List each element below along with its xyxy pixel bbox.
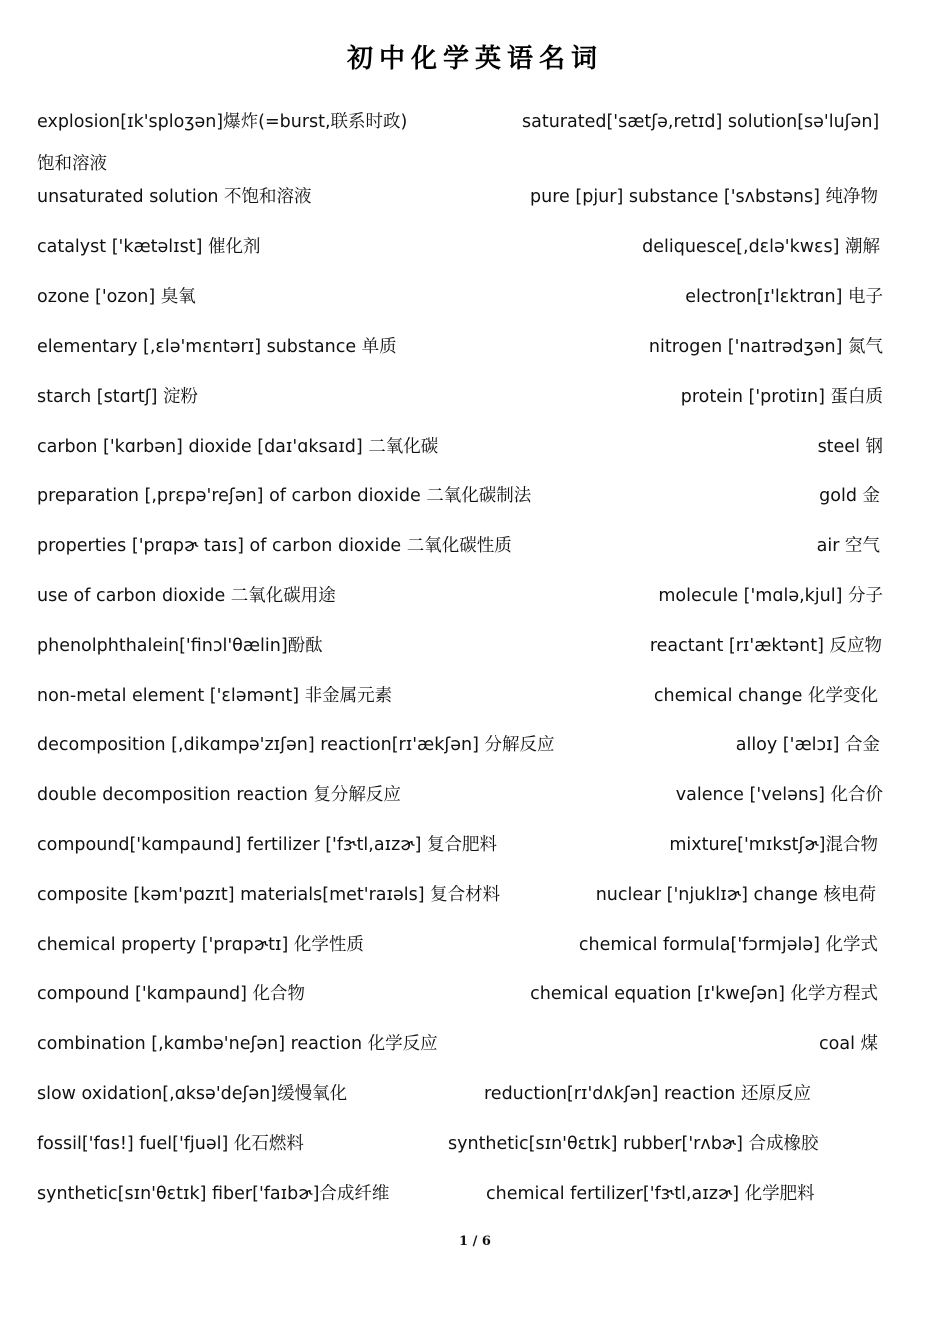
term-left: non-metal element ['ɛləmənt] 非金属元素 <box>37 686 393 706</box>
term-right: chemical equation [ɪ'kweʃən] 化学方程式 <box>530 984 878 1004</box>
term-left: explosion[ɪk'sploʒən]爆炸(=burst,联系时政) <box>37 112 408 132</box>
term-right: reactant [rɪ'æktənt] 反应物 <box>649 636 882 656</box>
term-left: preparation [,prɛpə'reʃən] of carbon dioxide 二氧化碳制法 <box>37 486 532 506</box>
term-right: saturated['sætʃə,retɪd] solution[sə'luʃən] <box>522 112 880 132</box>
term-right: chemical change 化学变化 <box>653 686 878 706</box>
term-left: slow oxidation[,ɑksə'deʃən]缓慢氧化 <box>37 1084 348 1104</box>
term-left: properties ['prɑpɚ taɪs] of carbon dioxide 二氧化碳性质 <box>37 536 512 556</box>
term-right: gold 金 <box>819 486 880 506</box>
term-left: unsaturated solution 不饱和溶液 <box>37 187 312 207</box>
term-left: fossil['fɑs!] fuel['fjuəl] 化石燃料 <box>37 1134 304 1154</box>
term-left: 饱和溶液 <box>37 154 107 174</box>
term-right: molecule ['mɑlə,kjul] 分子 <box>658 586 883 606</box>
term-right: nuclear ['njuklɪɚ] change 核电荷 <box>595 885 876 905</box>
term-right: nitrogen ['naɪtrədʒən] 氮气 <box>648 337 883 357</box>
term-right: steel 钢 <box>817 437 883 457</box>
term-left: ozone ['ozon] 臭氧 <box>37 287 196 307</box>
page-title: 初中化学英语名词 <box>346 44 603 74</box>
term-right: valence ['veləns] 化合价 <box>675 785 883 805</box>
term-right: deliquesce[,dɛlə'kwɛs] 潮解 <box>642 237 880 257</box>
term-left: carbon ['kɑrbən] dioxide [daɪ'ɑksaɪd] 二氧化碳 <box>37 437 439 457</box>
term-left: use of carbon dioxide 二氧化碳用途 <box>37 586 336 606</box>
term-right: reduction[rɪ'dʌkʃən] reaction 还原反应 <box>484 1084 811 1104</box>
term-right: synthetic[sɪn'θɛtɪk] rubber['rʌbɚ] 合成橡胶 <box>448 1134 819 1154</box>
term-right: chemical fertilizer['fɝtl,aɪzɚ] 化学肥料 <box>486 1184 815 1204</box>
term-left: decomposition [,dikɑmpə'zɪʃən] reaction[rɪ'ækʃən] 分解反应 <box>37 735 555 755</box>
term-right: alloy ['ælɔɪ] 合金 <box>735 735 880 755</box>
term-left: starch [stɑrtʃ] 淀粉 <box>37 387 199 407</box>
term-left: combination [,kɑmbə'neʃən] reaction 化学反应 <box>37 1034 438 1054</box>
term-left: synthetic[sɪn'θɛtɪk] fiber['faɪbɚ]合成纤维 <box>37 1184 390 1204</box>
term-left: chemical property ['prɑpɚtɪ] 化学性质 <box>37 935 364 955</box>
term-left: elementary [,ɛlə'mɛntərɪ] substance 单质 <box>37 337 397 357</box>
term-left: compound ['kɑmpaund] 化合物 <box>37 984 305 1004</box>
page-number: 1 / 6 <box>459 1234 491 1249</box>
term-right: air 空气 <box>816 536 880 556</box>
term-right: chemical formula['fɔrmjələ] 化学式 <box>578 935 878 955</box>
term-left: composite [kəm'pɑzɪt] materials[met'raɪəls] 复合材料 <box>37 885 501 905</box>
term-right: coal 煤 <box>819 1034 878 1054</box>
term-left: compound['kɑmpaund] fertilizer ['fɝtl,aɪzɚ] 复合肥料 <box>37 835 497 855</box>
term-right: protein ['protiɪn] 蛋白质 <box>680 387 883 407</box>
term-right: pure [pjur] substance ['sʌbstəns] 纯净物 <box>530 187 878 207</box>
term-left: double decomposition reaction 复分解反应 <box>37 785 401 805</box>
term-right: electron[ɪ'lɛktrɑn] 电子 <box>685 287 883 307</box>
term-left: catalyst ['kætəlɪst] 催化剂 <box>37 237 261 257</box>
term-right: mixture['mɪkstʃɚ]混合物 <box>669 835 878 855</box>
term-left: phenolphthalein['finɔl'θælin]酚酞 <box>37 636 323 656</box>
